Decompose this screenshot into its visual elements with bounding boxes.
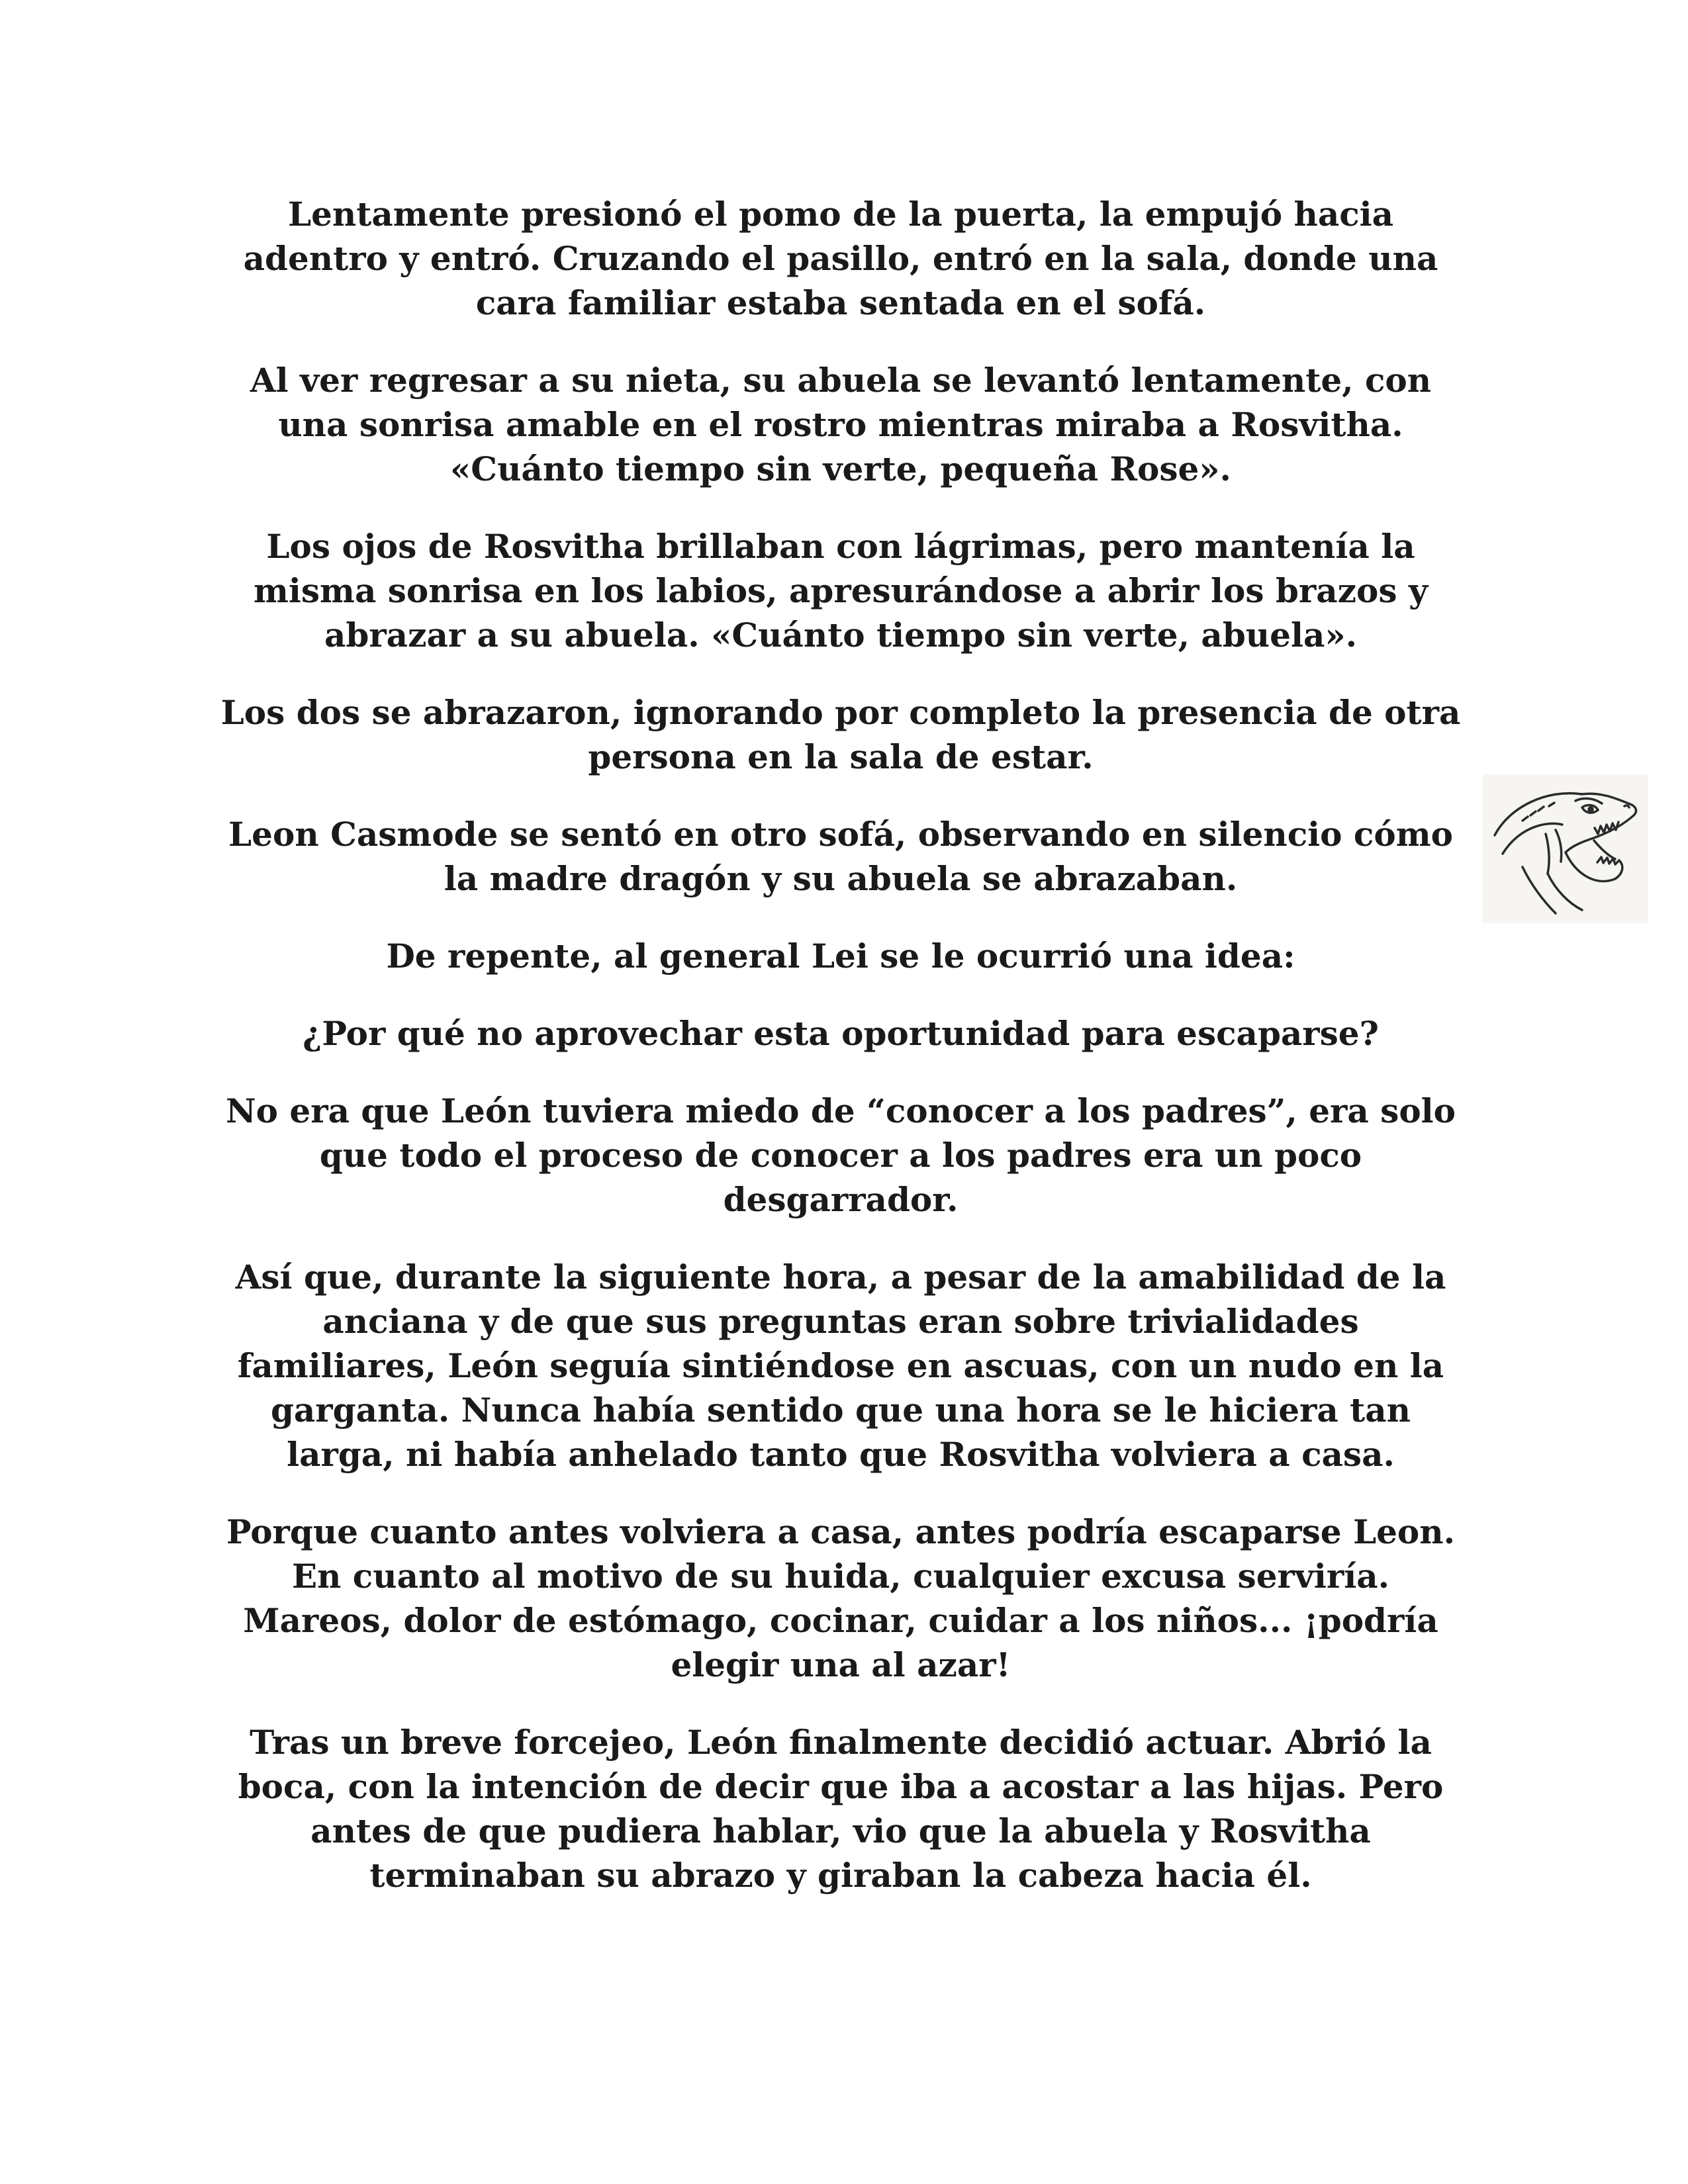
paragraph-1: Lentamente presionó el pomo de la puerta, la empujó hacia adentro y entró. Cruzando el pasillo, entró en la sala, donde una cara familiar estaba sentada en el sofá.: [243, 195, 1438, 322]
paragraph-6: De repente, al general Lei se le ocurrió una idea:: [386, 936, 1295, 976]
paragraph-7: ¿Por qué no aprovechar esta oportunidad para escaparse?: [303, 1014, 1379, 1053]
paragraph-3: Los ojos de Rosvitha brillaban con lágrimas, pero mantenía la misma sonrisa en los labios, apresurándose a abrir los brazos y abrazar a su abuela. «Cuánto tiempo sin verte, abuela».: [253, 527, 1429, 655]
dinosaur-head-icon: [1483, 774, 1648, 923]
paragraph-4: Los dos se abrazaron, ignorando por completo la presencia de otra persona en la sala de estar.: [220, 693, 1461, 776]
paragraph-10: Porque cuanto antes volviera a casa, antes podría escaparse Leon. En cuanto al motivo de su huida, cualquier excusa serviría. Mareos, dolor de estómago, cocinar, cuidar a los niños... ¡podría elegir una al azar!: [226, 1512, 1456, 1684]
paragraph-2: Al ver regresar a su nieta, su abuela se levantó lentamente, con una sonrisa amable en el rostro mientras miraba a Rosvitha. «Cuánto tiempo sin verte, pequeña Rose».: [250, 361, 1432, 488]
paragraph-11: Tras un breve forcejeo, León finalmente decidió actuar. Abrió la boca, con la intención de decir que iba a acostar a las hijas. Pero antes de que pudiera hablar, vio que la abuela y Rosvitha terminaban su abrazo y giraban la cabeza hacia él.: [238, 1723, 1444, 1895]
body-text: [218, 192, 1463, 1931]
paragraph-9: Así que, durante la siguiente hora, a pesar de la amabilidad de la anciana y de que sus preguntas eran sobre trivialidades familiares, León seguía sintiéndose en ascuas, con un nudo en la garganta. Nunca había sentido que una hora se le hiciera tan larga, ni había anhelado tanto que Rosvitha volviera a casa.: [235, 1257, 1446, 1474]
paragraph-8: No era que León tuviera miedo de “conocer a los padres”, era solo que todo el proceso de conocer a los padres era un poco desgarrador.: [225, 1091, 1456, 1219]
paragraph-5: Leon Casmode se sentó en otro sofá, observando en silencio cómo la madre dragón y su abuela se abrazaban.: [228, 815, 1453, 898]
